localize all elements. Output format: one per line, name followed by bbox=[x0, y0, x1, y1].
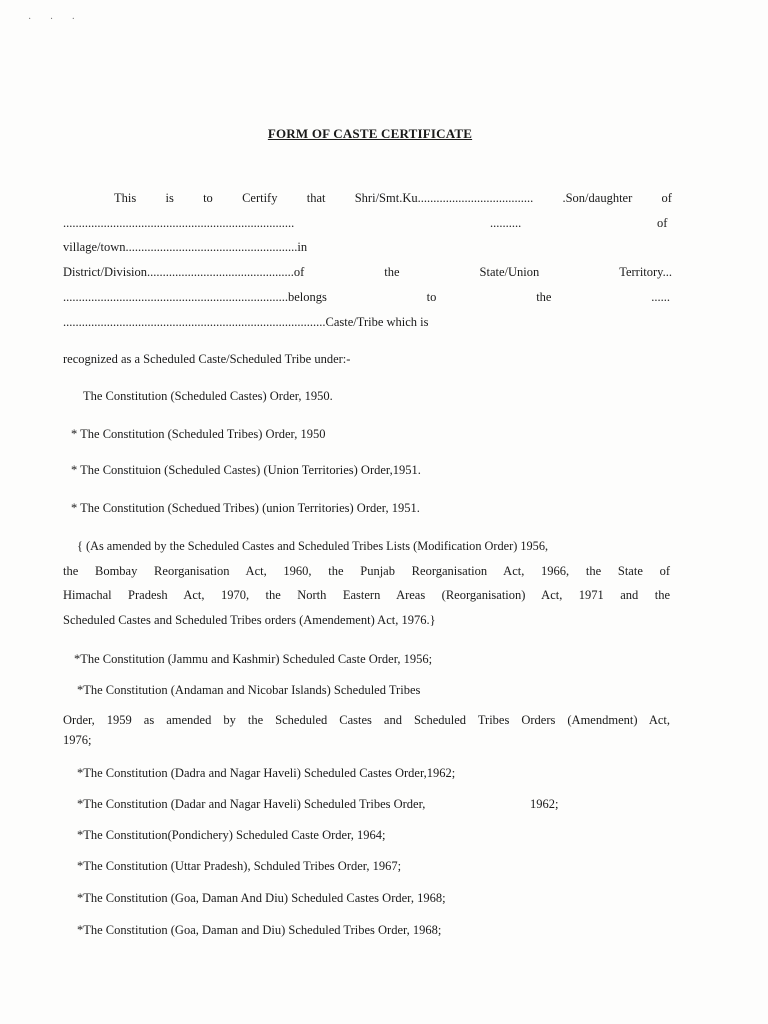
name-blank: Shri/Smt.Ku..................................... bbox=[354, 191, 534, 205]
amended-line: { (As amended by the Scheduled Castes and Scheduled Tribes Lists (Modification Order) 1956, bbox=[77, 539, 549, 553]
belongs-line: ........................................................................belongs to the ...... bbox=[63, 290, 670, 304]
order-line: Order, 1959 as amended by the Scheduled Castes and Scheduled Tribes Orders (Amendment) Act, bbox=[63, 713, 670, 727]
order-line: *The Constitution (Goa, Daman and Diu) Scheduled Tribes Order, 1968; bbox=[77, 923, 442, 937]
order-line: *The Constitution (Uttar Pradesh), Schduled Tribes Order, 1967; bbox=[77, 859, 402, 873]
recognized-line: recognized as a Scheduled Caste/Scheduled Tribe under:- bbox=[63, 352, 351, 366]
order-line: * The Constitution (Schedued Tribes) (union Territories) Order, 1951. bbox=[71, 501, 420, 515]
order-line: * The Constitution (Scheduled Tribes) Order, 1950 bbox=[71, 427, 326, 441]
order-line: * The Constituion (Scheduled Castes) (Union Territories) Order,1951. bbox=[71, 463, 421, 477]
order-line: *The Constitution(Pondichery) Scheduled Caste Order, 1964; bbox=[77, 828, 386, 842]
father-name-blank: .......................................................................... bbox=[63, 216, 295, 230]
scan-specks: · · · bbox=[28, 14, 83, 25]
order-year: 1962; bbox=[530, 797, 559, 811]
document-title: FORM OF CASTE CERTIFICATE bbox=[267, 126, 473, 141]
amended-line: Scheduled Castes and Scheduled Tribes orders (Amendement) Act, 1976.} bbox=[63, 613, 436, 627]
order-line: *The Constitution (Dadar and Nagar Haveli) Scheduled Tribes Order, bbox=[77, 797, 426, 811]
amended-line: the Bombay Reorganisation Act, 1960, the Punjab Reorganisation Act, 1966, the State of bbox=[63, 564, 670, 578]
relation-blank: .......... bbox=[490, 216, 522, 230]
order-line: *The Constitution (Dadra and Nagar Haveli) Scheduled Castes Order,1962; bbox=[77, 766, 456, 780]
order-line: *The Constitution (Jammu and Kashmir) Scheduled Caste Order, 1956; bbox=[74, 652, 433, 666]
order-line: The Constitution (Scheduled Castes) Order, 1950. bbox=[83, 389, 333, 403]
district-line: District/Division...............................................of the State/Union Territory... bbox=[63, 265, 672, 279]
caste-tribe-line: ....................................................................................Caste/Tribe which is bbox=[63, 315, 429, 329]
intro-line-1: This is to Certify that Shri/Smt.Ku..................................... .Son/daughter of bbox=[114, 191, 672, 205]
order-line: *The Constitution (Goa, Daman And Diu) Scheduled Castes Order, 1968; bbox=[77, 891, 446, 905]
order-line: *The Constitution (Andaman and Nicobar Islands) Scheduled Tribes bbox=[77, 683, 421, 697]
amended-line: Himachal Pradesh Act, 1970, the North Eastern Areas (Reorganisation) Act, 1971 and the bbox=[63, 588, 670, 602]
intro-of-word: of bbox=[657, 216, 668, 230]
village-town-line: village/town.......................................................in bbox=[63, 240, 308, 254]
order-line: 1976; bbox=[63, 733, 92, 747]
